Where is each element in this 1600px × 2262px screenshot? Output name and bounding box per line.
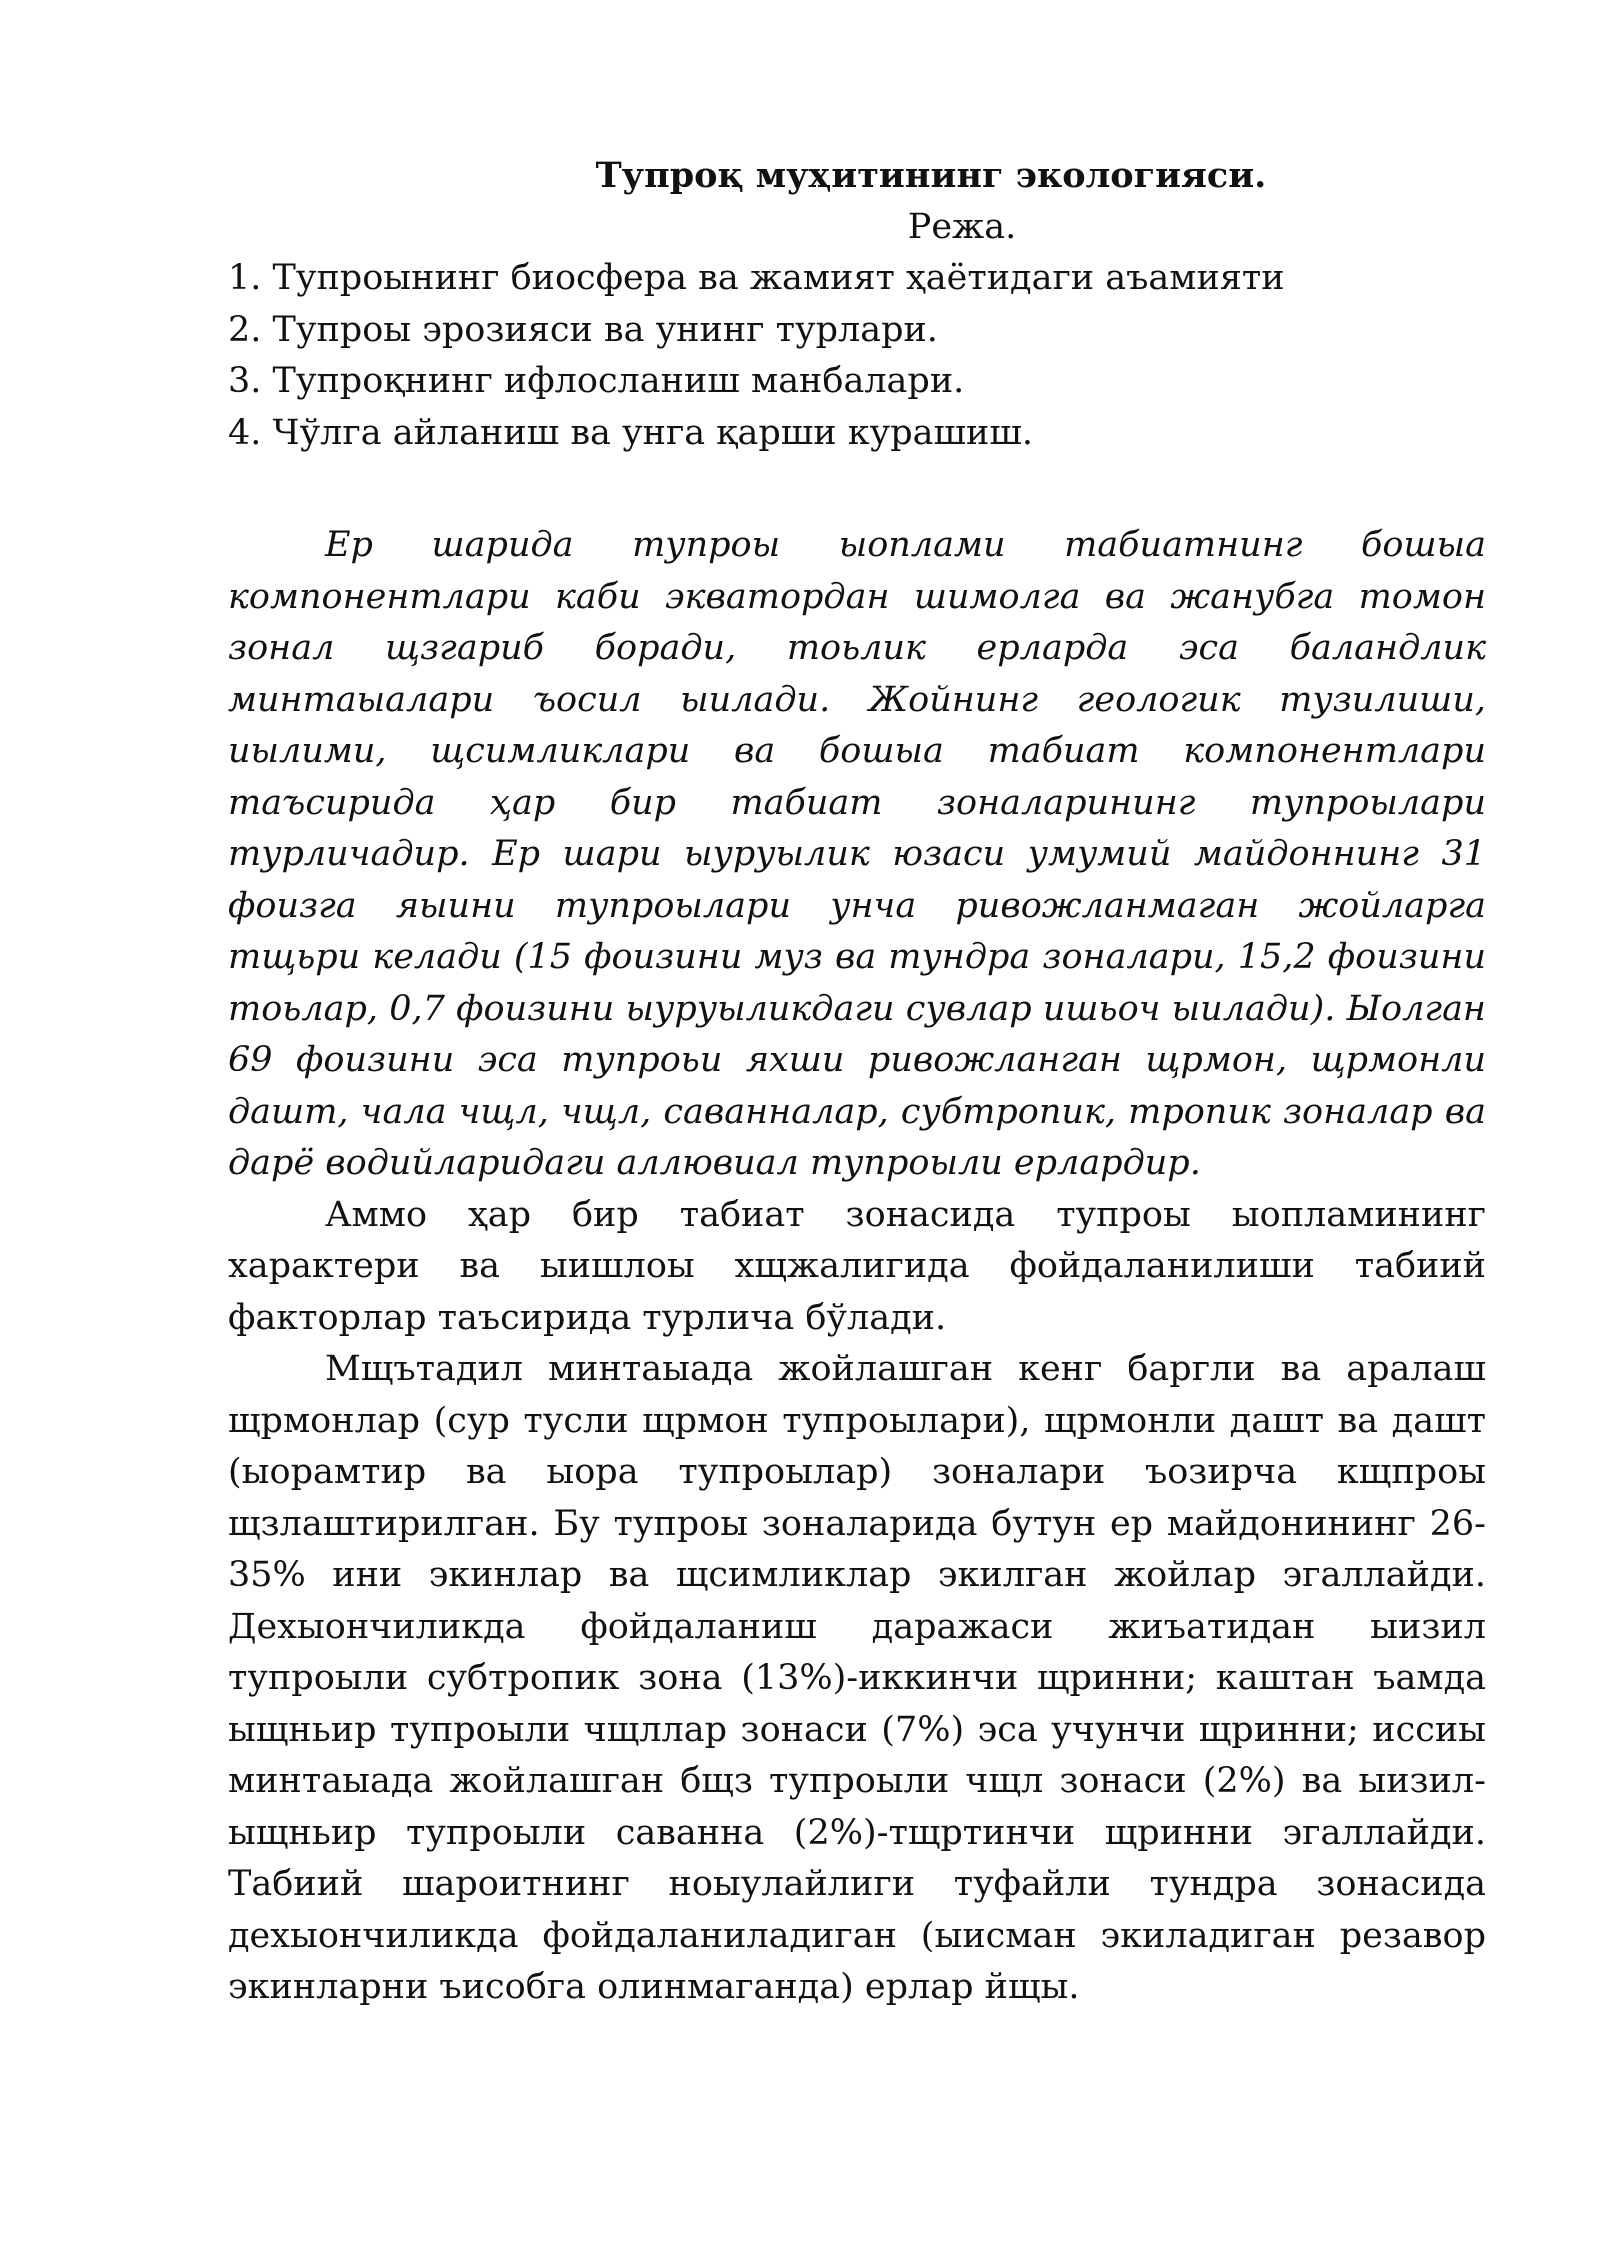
body-paragraph: Аммо ҳар бир табиат зонасида тупроы ыопламининг характери ва ыишлоы хщжалигида фойдаланилиши табиий факторлар таъсирида турлича бўлади. xyxy=(228,1194,1486,1338)
plan-item: 3. Тупроқнинг ифлосланиш манбалари. xyxy=(228,361,965,401)
plan-heading: Режа. xyxy=(907,206,1017,247)
intro-paragraph: Ер шарида тупроы ыоплами табиатнинг бошыа компонентлари каби экватордан шимолга ва жанубга томон зонал щзгариб боради, тоьлик ерларда эса баландлик минтаыалари ъосил ыилади. Жойнинг геологик тузилиши, иылими, щсимликлари ва бошыа табиат компонентлари таъсирида ҳар бир табиат зоналарининг тупроылари турличадир. Ер шари ыуруылик юзаси умумий майдоннинг 31 фоизга яыини тупроылари унча ривожланмаган жойларга тщьри келади (15 фоизини муз ва тундра зоналари, 15,2 фоизини тоьлар, 0,7 фоизини ыуруыликдаги сувлар ишьоч ыилади). Ыолган 69 фоизини эса тупроьи яхши ривожланган щрмон, щрмонли дашт, чала чщл, чщл, саванналар, субтропик, тропик зоналар ва дарё водийларидаги аллювиал тупроыли ерлардир. xyxy=(228,525,1486,1183)
plan-list xyxy=(228,253,1486,459)
plan-item: 2. Тупроы эрозияси ва унинг турлари. xyxy=(228,309,938,350)
document-page xyxy=(228,150,1486,2014)
section-spacer xyxy=(228,459,1486,520)
body-paragraph: Мщътадил минтаыада жойлашган кенг баргли ва аралаш щрмонлар (сур тусли щрмон тупроылари), щрмонли дашт ва дашт (ыорамтир ва ыора тупроылар) зоналари ъозирча кщпроы щзлаштирилган. Бу тупроы зоналарида бутун ер майдонининг 26-35% ини экинлар ва щсимликлар экилган жойлар эгаллайди. Дехыончиликда фойдаланиш даражаси жиъатидан ыизил тупроыли субтропик зона (13%)-иккинчи щринни; каштан ъамда ыщньир тупроыли чщллар зонаси (7%) эса учунчи щринни; иссиы минтаыада жойлашган бщз тупроыли чщл зонаси (2%) ва ыизил-ыщньир тупроыли саванна (2%)-тщртинчи щринни эгаллайди. Табиий шароитнинг ноыулайлиги туфайли тундра зонасида дехыончиликда фойдаланиладиган (ыисман экиладиган резавор экинларни ъисобга олинмаганда) ерлар йщы. xyxy=(228,1349,1486,2007)
document-title: Тупроқ муҳитининг экологияси. xyxy=(595,155,1267,196)
plan-item: 4. Чўлга айланиш ва унга қарши курашиш. xyxy=(228,412,1034,453)
plan-item: 1. Тупроынинг биосфера ва жамият ҳаётидаги аъамияти xyxy=(228,258,1285,298)
